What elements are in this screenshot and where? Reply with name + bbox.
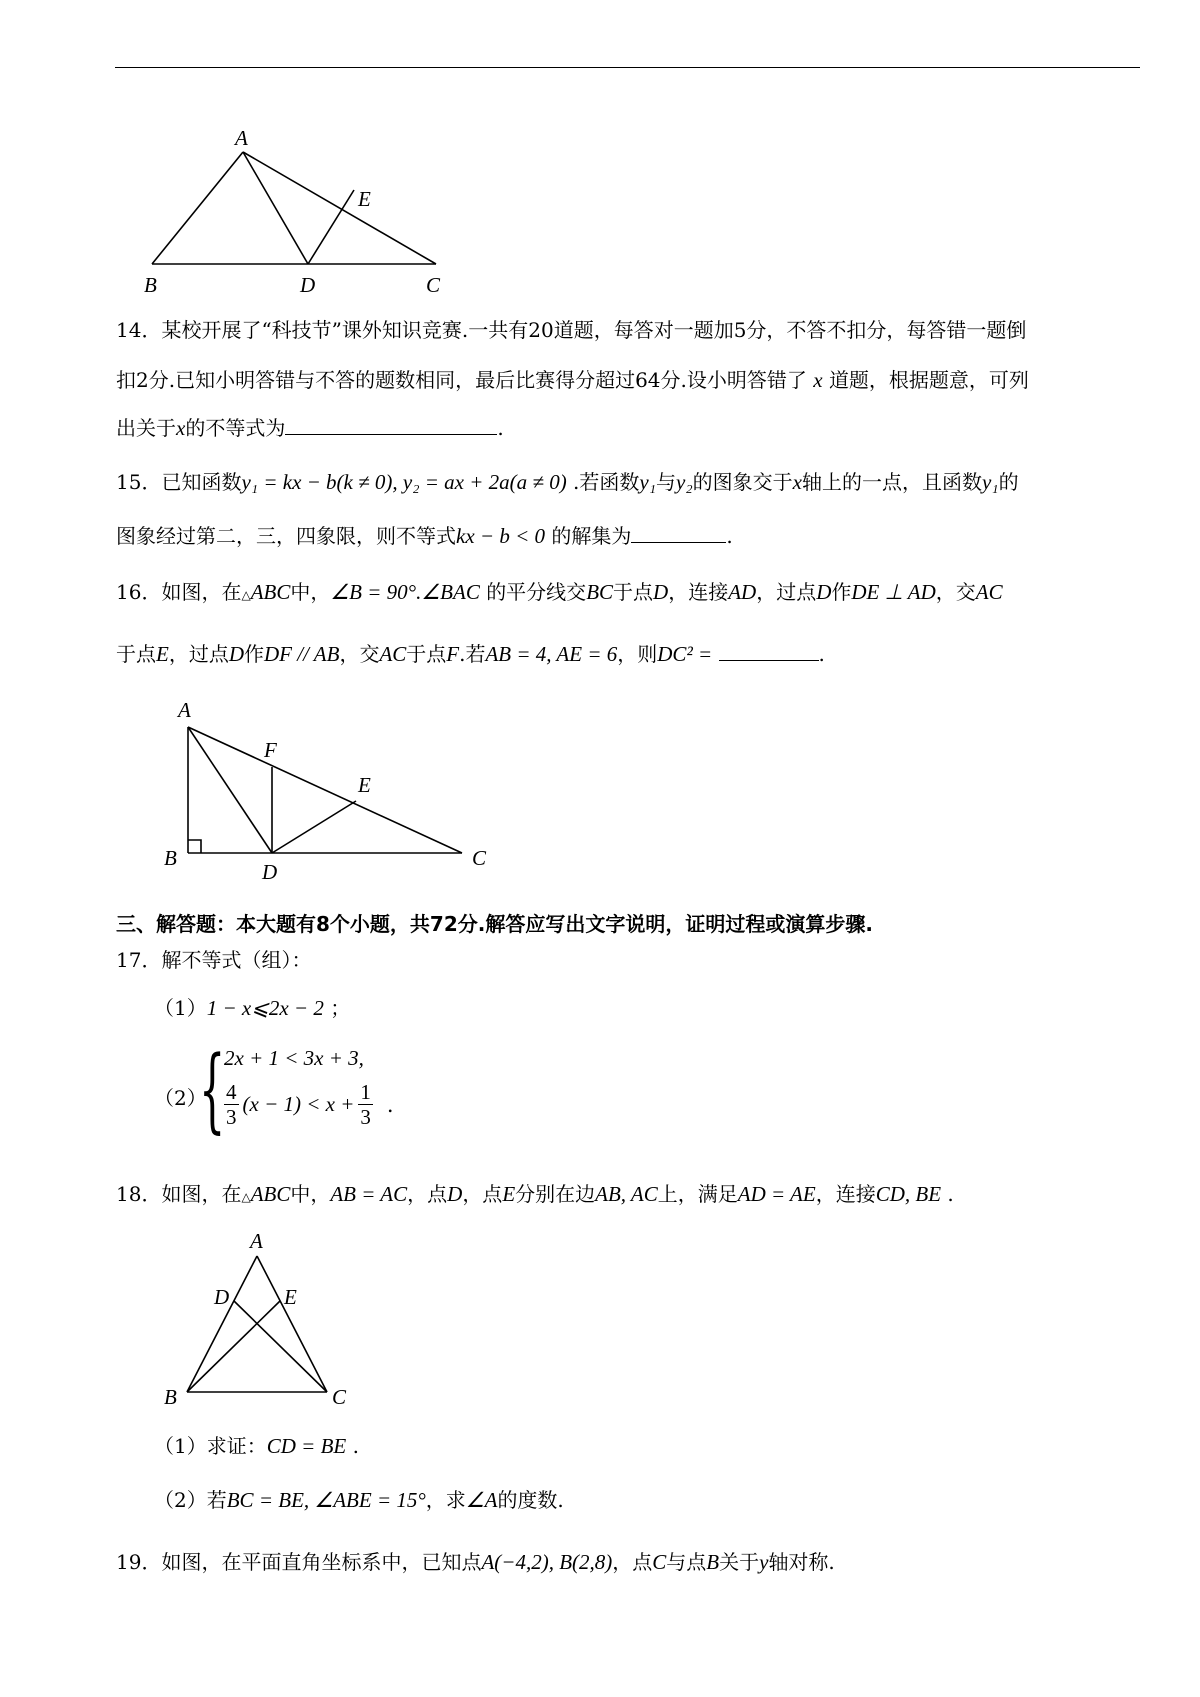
q14-answer-blank: [285, 414, 497, 435]
label-e: E: [358, 187, 371, 211]
q15-answer-blank: [631, 522, 726, 543]
label-d: D: [300, 273, 316, 297]
label-b: B: [144, 273, 157, 297]
segment-ac: [257, 1256, 327, 1392]
fraction-one-third: $\frac{1}{3}$: [360, 1080, 371, 1129]
q16-line-1: 16．如图，在△ABC中，∠B = 90°.∠BAC 的平分线交BC于点D，连接AD，过点D作DE ⊥ AD，交AC: [116, 580, 1003, 604]
label-c: C: [332, 1385, 347, 1409]
q19-line-1: 19．如图，在平面直角坐标系中，已知点A(−4,2), B(2,8)，点C与点B关于y轴对称.: [116, 1550, 835, 1574]
q15-line-2: 图象经过第二，三，四象限，则不等式kx − b < 0 的解集为 .: [116, 524, 733, 548]
segment-de: [308, 190, 354, 264]
segment-de: [272, 801, 356, 853]
q16-line-2: 于点E，过点D作DF // AB，交AC于点F.若AB = 4, AE = 6，则DC² = .: [116, 642, 825, 666]
segment-ab: [187, 1256, 257, 1392]
q17-title: 17．解不等式（组）：: [116, 948, 312, 972]
figure-q18: [150, 1222, 370, 1412]
section-heading: 三、解答题：本大题有8个小题，共72分.解答应写出文字说明，证明过程或演算步骤.: [116, 912, 873, 936]
q16-answer-blank: [719, 640, 819, 661]
label-c: C: [426, 273, 441, 297]
right-angle-mark: [188, 840, 201, 853]
segment-ab: [152, 152, 243, 264]
figure-q16: [150, 695, 510, 885]
system-brace: {: [199, 1036, 226, 1143]
label-a: A: [235, 126, 248, 150]
label-d: D: [262, 860, 278, 884]
fraction-four-thirds: $\frac{4}{3}$: [226, 1080, 237, 1129]
system-row-1: 2x + 1 < 3x + 3,: [224, 1046, 364, 1070]
label-b: B: [164, 1385, 177, 1409]
label-f: F: [264, 738, 277, 762]
label-b: B: [164, 846, 177, 870]
figure-q13: [130, 120, 460, 300]
label-a: A: [178, 698, 191, 722]
segment-ac: [243, 152, 436, 264]
label-e: E: [358, 773, 371, 797]
q14-line-3: 出关于x的不等式为 .: [116, 416, 504, 440]
q18-line-1: 18．如图，在△ABC中，AB = AC，点D，点E分别在边AB, AC上，满足AD = AE，连接CD, BE .: [116, 1182, 954, 1206]
label-e: E: [284, 1285, 297, 1309]
segment-be: [187, 1301, 280, 1392]
q14-line-2: 扣2分.已知小明答错与不答的题数相同，最后比赛得分超过64分.设小明答错了 x 道题，根据题意，可列: [116, 368, 1029, 392]
segment-cd: [234, 1301, 327, 1392]
label-d: D: [214, 1285, 230, 1309]
q15-line-1: 15．已知函数y₁ = kx − b(k ≠ 0), y₂ = ax + 2a(a ≠ 0) .若函数y₁与y₂的图象交于x轴上的一点，且函数y₁的: [116, 470, 1019, 494]
label-a: A: [250, 1229, 263, 1253]
q17-part-1: （1）1 − x⩽2x − 2 ；: [154, 996, 351, 1020]
q18-part-1: （1）求证：CD = BE .: [154, 1434, 359, 1458]
system-row-2: $\frac{4}{3}$ (x − 1) < x + $\frac{1}{3}$ .: [226, 1080, 394, 1129]
q14-line-1: 14．某校开展了“科技节”课外知识竞赛.一共有20道题，每答对一题加5分，不答不扣分，每答错一题倒: [116, 318, 1027, 342]
segment-ad: [243, 152, 308, 264]
top-rule: [115, 67, 1140, 68]
q18-part-2: （2）若BC = BE, ∠ABE = 15°，求∠A的度数.: [154, 1488, 564, 1512]
label-c: C: [472, 846, 487, 870]
